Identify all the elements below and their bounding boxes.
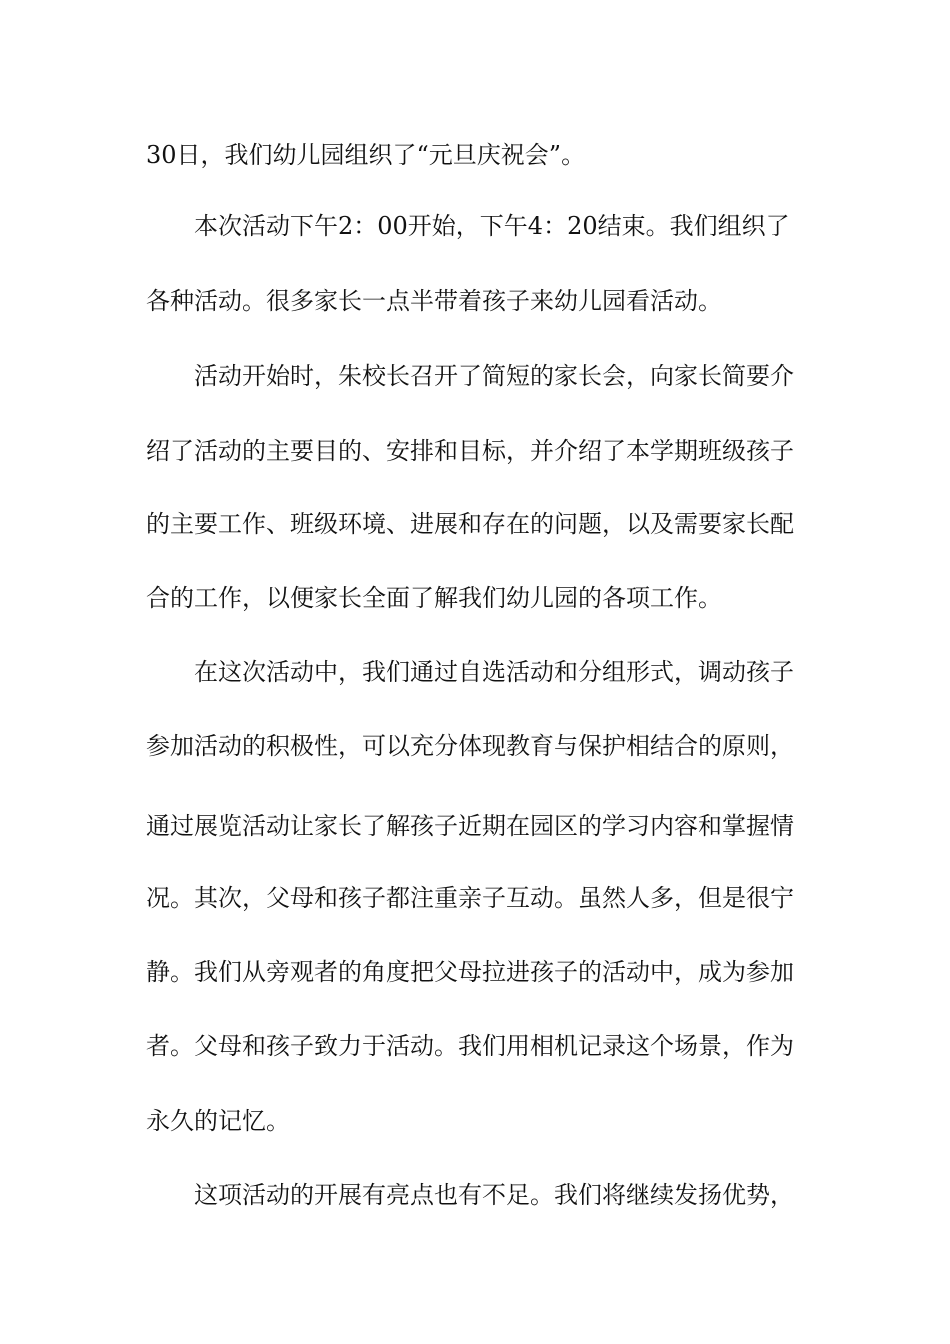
text-line: 绍了活动的主要目的、安排和目标，并介绍了本学期班级孩子 [146,437,794,465]
text-line: 永久的记忆。 [146,1107,290,1135]
text-line: 本次活动下午2：00开始，下午4：20结束。我们组织了 [194,212,790,240]
text-line: 通过展览活动让家长了解孩子近期在园区的学习内容和掌握情 [146,812,794,840]
text-line: 这项活动的开展有亮点也有不足。我们将继续发扬优势， [194,1181,794,1209]
text-line: 参加活动的积极性，可以充分体现教育与保护相结合的原则， [146,732,794,760]
text-line: 况。其次，父母和孩子都注重亲子互动。虽然人多，但是很宁 [146,884,794,912]
text-line: 者。父母和孩子致力于活动。我们用相机记录这个场景，作为 [146,1032,794,1060]
text-line: 活动开始时，朱校长召开了简短的家长会，向家长简要介 [194,362,794,390]
text-line: 在这次活动中，我们通过自选活动和分组形式，调动孩子 [194,658,794,686]
text-line: 合的工作，以便家长全面了解我们幼儿园的各项工作。 [146,584,722,612]
text-line: 各种活动。很多家长一点半带着孩子来幼儿园看活动。 [146,287,722,315]
text-line: 的主要工作、班级环境、进展和存在的问题，以及需要家长配 [146,510,794,538]
text-line: 30日，我们幼儿园组织了“元旦庆祝会”。 [146,141,586,169]
text-line: 静。我们从旁观者的角度把父母拉进孩子的活动中，成为参加 [146,958,794,986]
